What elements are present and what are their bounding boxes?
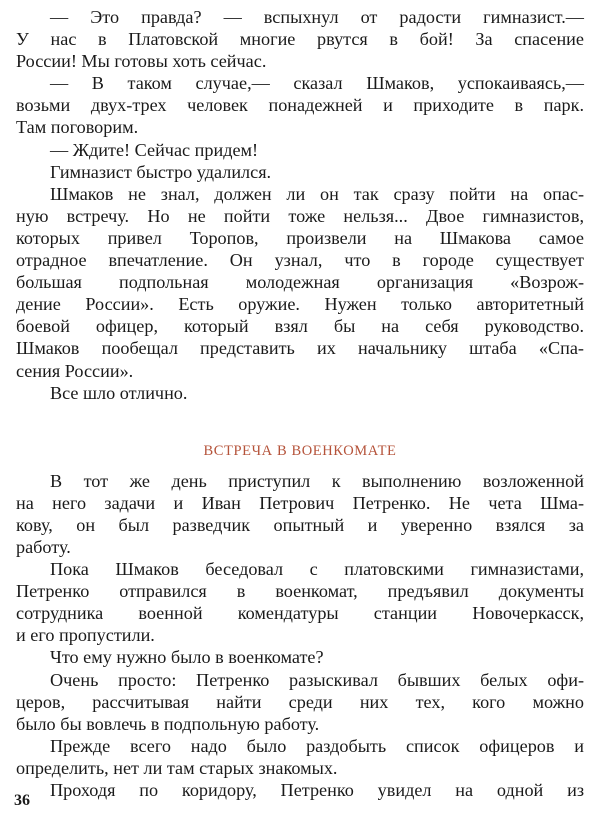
text-line: — В таком случае,— сказал Шмаков, успокаиваясь,— xyxy=(50,73,584,94)
paragraph xyxy=(16,558,584,646)
text-line: определить, нет ли там старых знакомых. xyxy=(16,757,338,778)
text-line: У нас в Платовской многие рвутся в бой! За спасение xyxy=(16,29,584,50)
text-line: Там поговорим. xyxy=(16,117,139,138)
text-line: большая подпольная молодежная организация «Возрож- xyxy=(16,272,584,293)
text-line: сения России». xyxy=(16,360,134,381)
text-line: В тот же день приступил к выполнению возложенной xyxy=(50,470,584,491)
section-gap xyxy=(16,404,584,440)
text-line: Шмаков пообещал представить их начальнику штаба «Спа- xyxy=(16,338,584,359)
text-line: было бы вовлечь в подпольную работу. xyxy=(16,713,320,734)
paragraph xyxy=(16,470,584,558)
text-line: отрадное впечатление. Он узнал, что в городе существует xyxy=(16,250,584,271)
paragraph xyxy=(16,779,584,801)
text-line: и его пропустили. xyxy=(16,625,155,646)
text-line: — Ждите! Сейчас придем! xyxy=(50,139,259,160)
section-heading: ВСТРЕЧА В ВОЕНКОМАТЕ xyxy=(203,442,397,459)
text-line: России! Мы готовы хоть сейчас. xyxy=(16,51,267,72)
text-line: ную встречу. Но не пойти тоже нельзя... Двое гимназистов, xyxy=(16,205,584,226)
text-line: церов, рассчитывая найти среди них тех, кого можно xyxy=(16,691,584,712)
text-block-top xyxy=(16,6,584,404)
text-line: которых привел Торопов, произвели на Шмакова самое xyxy=(16,227,584,248)
text-line: Все шло отлично. xyxy=(50,382,188,403)
text-line: Очень просто: Петренко разыскивал бывших белых офи- xyxy=(50,669,584,690)
paragraph xyxy=(16,6,584,72)
paragraph xyxy=(16,72,584,138)
text-line: Петренко отправился в военкомат, предъявил документы xyxy=(16,581,584,602)
paragraph xyxy=(16,669,584,735)
paragraph xyxy=(16,735,584,779)
text-line: возьми двух-трех человек понадежней и приходите в парк. xyxy=(16,95,584,116)
text-block-bottom xyxy=(16,470,584,801)
text-line: Гимназист быстро удалился. xyxy=(50,161,272,182)
text-line: Шмаков не знал, должен ли он так сразу пойти на опас- xyxy=(50,183,584,204)
book-page xyxy=(16,6,584,801)
text-line: Прежде всего надо было раздобыть список офицеров и xyxy=(50,735,584,756)
page-number: 36 xyxy=(14,792,30,809)
paragraph xyxy=(16,646,584,668)
text-line: кову, он был разведчик опытный и уверенно взялся за xyxy=(16,514,584,535)
text-line: — Это правда? — вспыхнул от радости гимназист.— xyxy=(50,7,584,27)
text-line: Пока Шмаков беседовал с платовскими гимназистами, xyxy=(50,559,584,580)
text-line: Что ему нужно было в военкомате? xyxy=(50,647,324,668)
paragraph xyxy=(16,161,584,183)
text-line: работу. xyxy=(16,536,71,557)
paragraph xyxy=(16,382,584,404)
text-line: боевой офицер, который взял бы на себя руководство. xyxy=(16,316,584,337)
text-line: дение России». Есть оружие. Нужен только авторитетный xyxy=(16,294,584,315)
paragraph xyxy=(16,139,584,161)
text-line: Проходя по коридору, Петренко увидел на одной из xyxy=(50,780,584,800)
paragraph xyxy=(16,183,584,382)
text-line: сотрудника военной комендатуры станции Новочеркасск, xyxy=(16,603,584,624)
text-line: на него задачи и Иван Петрович Петренко. Не чета Шма- xyxy=(16,492,584,513)
